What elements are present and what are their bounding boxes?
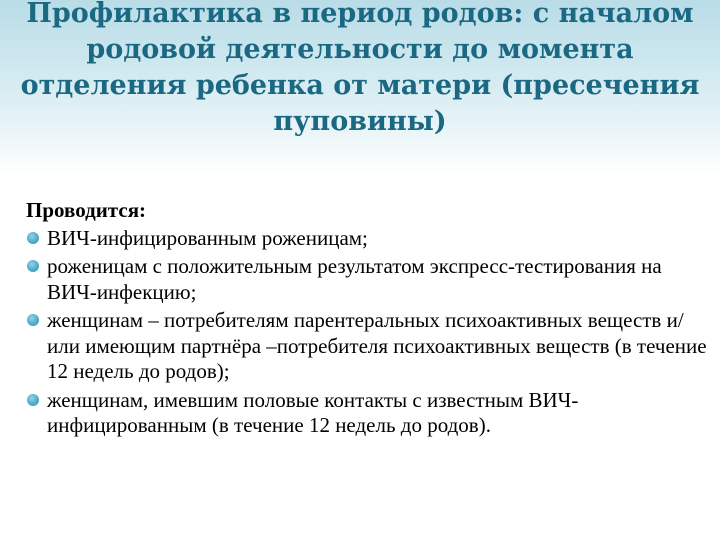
bullet-dot-icon [27,314,39,326]
bullet-list [26,226,710,439]
bullet-text: роженицам с положительным результатом экспресс-тестирования на ВИЧ-инфекцию; [47,254,662,304]
bullet-item [26,254,710,305]
bullet-item [26,226,710,252]
bullet-item [26,308,710,385]
lead-text: Проводится: [26,198,147,222]
slide-content [26,198,710,442]
bullet-text: ВИЧ-инфицированным роженицам; [47,225,368,250]
bullet-dot-icon [27,260,39,272]
bullet-dot-icon [27,394,39,406]
bullet-item [26,388,710,439]
bullet-dot-icon [27,232,39,244]
slide-title: Профилактика в период родов: с началом родовой деятельности до момента отделения ребенка от матери (пресечения пуповины) [20,0,700,137]
bullet-text: женщинам, имевшим половые контакты с известным ВИЧ-инфицированным (в течение 12 недель до родов). [47,387,579,437]
bullet-text: женщинам – потребителям парентеральных психоактивных веществ и/или имеющим партнёра –потребителя психоактивных веществ (в течение 12 недель до родов); [47,308,707,383]
